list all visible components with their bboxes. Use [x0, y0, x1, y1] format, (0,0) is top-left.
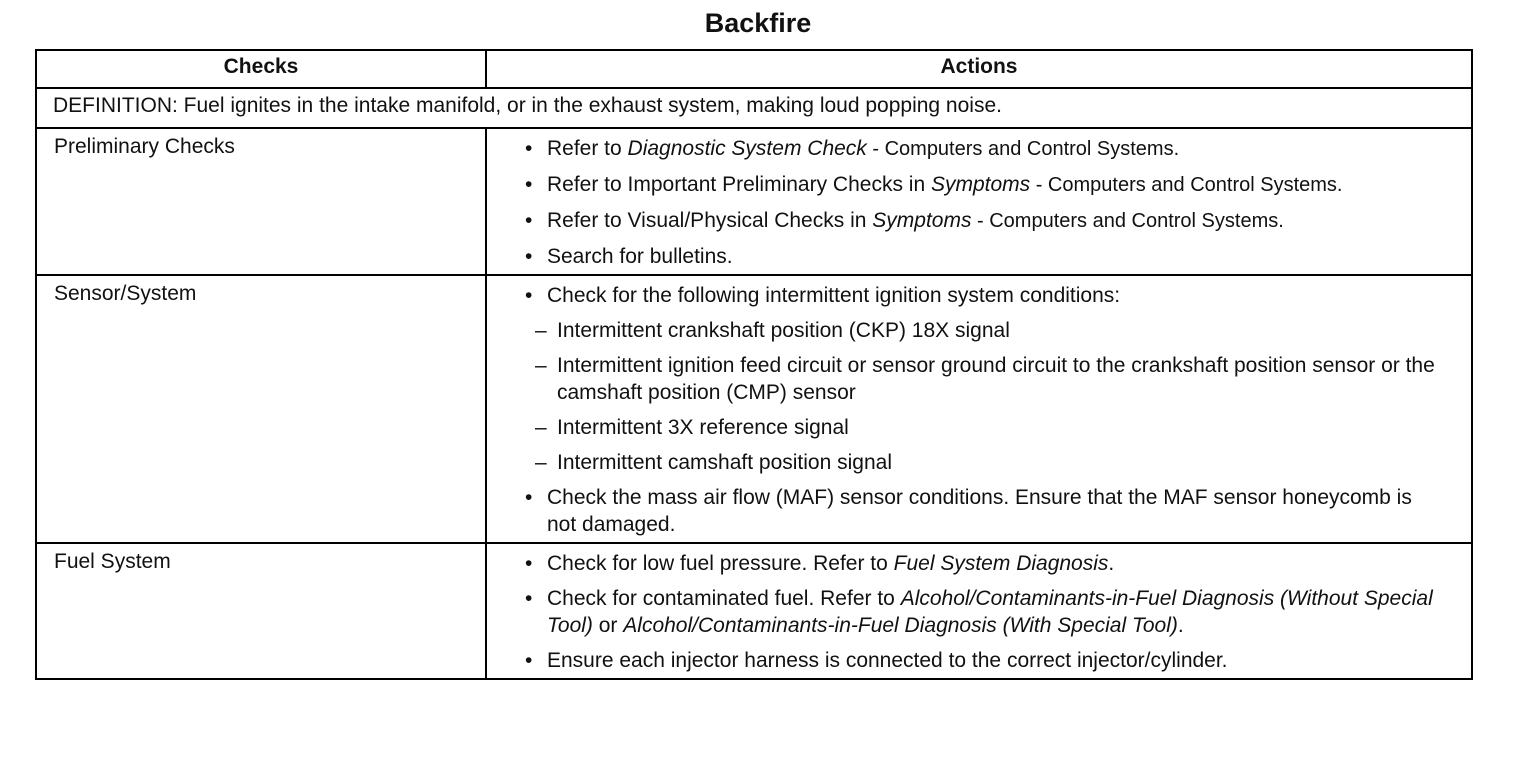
text: or	[592, 614, 624, 637]
text: .	[1177, 614, 1184, 637]
header-checks: Checks	[36, 50, 486, 88]
definition-row	[36, 88, 1472, 128]
table-row	[36, 128, 1472, 275]
list-item	[523, 207, 1441, 235]
reference-text: Alcohol/Contaminants-in-Fuel Diagnosis (Without Special Tool)	[547, 587, 1433, 637]
list-item	[523, 585, 1441, 639]
list-item: • Check the mass air flow (MAF) sensor conditions. Ensure that the MAF sensor honeycomb is not damaged.	[523, 484, 1441, 538]
list-item: • Ensure each injector harness is connected to the correct injector/cylinder.	[523, 647, 1441, 674]
text: Refer to Visual/Physical Checks in	[547, 209, 873, 232]
header-row	[36, 50, 1472, 88]
reference-text: Symptoms	[872, 209, 972, 232]
check-sensor-system: Sensor/System	[36, 275, 486, 543]
page-title: Backfire	[704, 8, 812, 38]
text: - Computers and Control Systems.	[971, 210, 1284, 232]
table-row	[36, 543, 1472, 679]
sub-list-item: – Intermittent ignition feed circuit or sensor ground circuit to the crankshaft position sensor or the camshaft position (CMP) sensor	[523, 352, 1441, 406]
diagnostic-table	[35, 49, 1473, 680]
sub-list-item: – Intermittent 3X reference signal	[523, 414, 1441, 441]
sub-list-item: – Intermittent crankshaft position (CKP) 18X signal	[523, 317, 1441, 344]
table-row	[36, 275, 1472, 543]
text: - Computers and Control Systems.	[866, 138, 1180, 160]
reference-text: Symptoms	[930, 173, 1031, 196]
list-item: • Search for bulletins.	[523, 243, 1441, 270]
list-item	[523, 550, 1441, 577]
list-item	[523, 282, 1441, 476]
check-fuel-system: Fuel System	[36, 543, 486, 679]
actions-sensor-system	[486, 275, 1472, 543]
reference-text: Alcohol/Contaminants-in-Fuel Diagnosis (With Special Tool)	[623, 614, 1178, 637]
reference-text: Diagnostic System Check	[627, 137, 867, 160]
actions-preliminary	[486, 128, 1472, 275]
list-item	[523, 171, 1441, 199]
text: Refer to Important Preliminary Checks in	[547, 173, 931, 196]
reference-text: Fuel System Diagnosis	[893, 552, 1109, 575]
sub-list-item: – Intermittent camshaft position signal	[523, 449, 1441, 476]
text: Check for the following intermittent ignition system conditions:	[547, 284, 1121, 307]
text: .	[1108, 552, 1115, 575]
text: - Computers and Control Systems.	[1030, 174, 1343, 196]
header-actions: Actions	[486, 50, 1472, 88]
list-item	[523, 135, 1441, 163]
text: Refer to	[547, 137, 628, 160]
actions-fuel-system	[486, 543, 1472, 679]
check-preliminary: Preliminary Checks	[36, 128, 486, 275]
text: Check for low fuel pressure. Refer to	[547, 552, 894, 575]
text: Check for contaminated fuel. Refer to	[547, 587, 901, 610]
definition-text: DEFINITION: Fuel ignites in the intake manifold, or in the exhaust system, making loud popping noise.	[36, 88, 1472, 128]
